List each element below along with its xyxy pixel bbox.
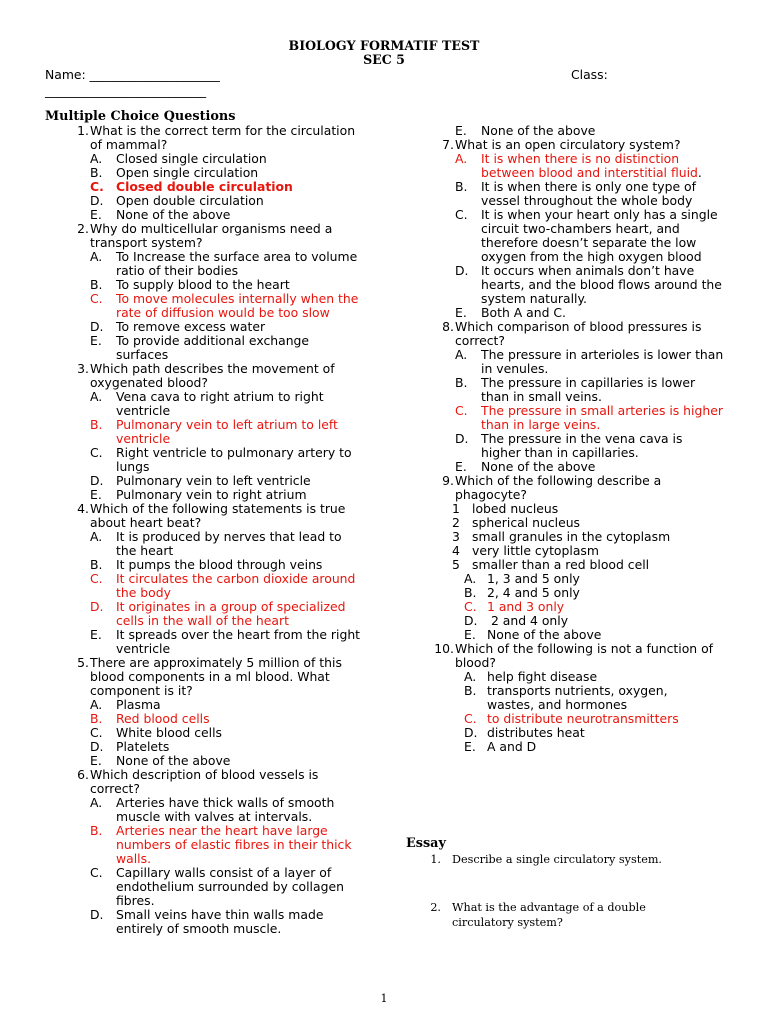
option-text: It circulates the carbon dioxide around the body [116, 571, 356, 600]
question-5 [45, 656, 365, 698]
option-letter: A. [90, 697, 103, 712]
option-row [45, 250, 365, 278]
option-letter: B. [90, 277, 103, 292]
option-letter: B. [90, 823, 103, 838]
option-letter: D. [90, 473, 104, 488]
option-row [45, 320, 365, 334]
option-row [45, 698, 365, 712]
option-row [410, 586, 730, 600]
statement-number: 2 [452, 515, 460, 530]
option-text: It is when your heart only has a single circuit two-chambers heart, and therefore doesn’t separate the low oxygen from the high oxygen blood [481, 207, 718, 264]
question-text: Which of the following describe a phagocyte? [455, 473, 662, 502]
option-row-highlighted [45, 180, 365, 194]
option-text: transports nutrients, oxygen, wastes, and hormones [487, 683, 668, 712]
option-letter: C. [90, 179, 104, 194]
option-row-highlighted [410, 712, 730, 726]
option-row-highlighted [45, 824, 365, 866]
option-row [45, 796, 365, 824]
option-letter: E. [90, 753, 102, 768]
option-text: Red blood cells [116, 711, 210, 726]
option-row [45, 726, 365, 740]
option-row-highlighted [45, 418, 365, 446]
question-7 [410, 138, 730, 152]
essay-number: 1. [430, 853, 441, 866]
question-3 [45, 362, 365, 390]
option-text [481, 152, 726, 180]
option-letter: A. [464, 669, 477, 684]
option-row [45, 278, 365, 292]
option-row [45, 390, 365, 418]
option-text: Pulmonary vein to left ventricle [116, 473, 311, 488]
option-text: Closed single circulation [116, 151, 267, 166]
option-text: Closed double circulation [116, 179, 293, 194]
option-letter: E. [455, 123, 467, 138]
option-text: 1 and 3 only [487, 599, 565, 614]
option-row [410, 670, 730, 684]
question-number: 8. [442, 319, 454, 334]
option-row [410, 124, 730, 138]
option-row [45, 530, 365, 558]
question-text: What is the correct term for the circulation of mammal? [90, 123, 356, 152]
option-text: A and D [487, 739, 537, 754]
option-text: The pressure in arterioles is lower than in venules. [481, 347, 724, 376]
option-letter: D. [464, 613, 478, 628]
option-text: It pumps the blood through veins [116, 557, 323, 572]
option-row-highlighted [45, 572, 365, 600]
statement-text: lobed nucleus [472, 501, 559, 516]
question-6 [45, 768, 365, 796]
option-text: It occurs when animals don’t have hearts, and the blood flows around the system naturally. [481, 263, 722, 306]
option-row [45, 208, 365, 222]
option-letter: C. [455, 207, 468, 222]
option-text: To remove excess water [116, 319, 266, 334]
question-number: 4. [77, 501, 89, 516]
option-letter: E. [90, 333, 102, 348]
option-text: to distribute neurotransmitters [487, 711, 679, 726]
option-letter: B. [455, 375, 468, 390]
question-2 [45, 222, 365, 250]
question-8 [410, 320, 730, 348]
option-row [410, 264, 730, 306]
mcq-heading: Multiple Choice Questions [45, 109, 236, 124]
statement-number: 3 [452, 529, 460, 544]
question-text: Which path describes the movement of oxygenated blood? [90, 361, 335, 390]
option-row [45, 166, 365, 180]
option-row [45, 866, 365, 908]
option-row [410, 460, 730, 474]
option-row [45, 446, 365, 474]
name-field-underline: __________________________ [45, 83, 207, 98]
option-letter: D. [464, 725, 478, 740]
option-text: The pressure in the vena cava is higher than in capillaries. [481, 431, 683, 460]
option-row-highlighted [45, 712, 365, 726]
option-letter: E. [90, 487, 102, 502]
option-row-highlighted [410, 404, 730, 432]
option-text: To supply blood to the heart [116, 277, 290, 292]
option-letter: B. [464, 585, 477, 600]
statement-row [410, 502, 730, 516]
question-number: 10. [434, 641, 454, 656]
question-text: Why do multicellular organisms need a transport system? [90, 221, 333, 250]
option-letter: D. [90, 739, 104, 754]
option-letter: A. [90, 389, 103, 404]
statement-text: spherical nucleus [472, 515, 581, 530]
option-letter: D. [90, 319, 104, 334]
statement-row [410, 530, 730, 544]
option-text: Capillary walls consist of a layer of endothelium surrounded by collagen fibres. [116, 865, 344, 908]
option-letter: C. [464, 599, 477, 614]
option-text: Platelets [116, 739, 170, 754]
option-row [410, 572, 730, 586]
statement-text: smaller than a red blood cell [472, 557, 650, 572]
option-text: Both A and C. [481, 305, 566, 320]
option-letter: A. [90, 249, 103, 264]
option-row [45, 334, 365, 362]
statement-text: small granules in the cytoplasm [472, 529, 671, 544]
option-text: None of the above [481, 123, 596, 138]
statement-row [410, 516, 730, 530]
statement-row [410, 544, 730, 558]
option-text: None of the above [116, 753, 231, 768]
question-number: 7. [442, 137, 454, 152]
option-letter: C. [455, 403, 468, 418]
option-row [410, 432, 730, 460]
option-row [45, 754, 365, 768]
essay-question-1 [410, 852, 692, 867]
option-row [410, 740, 730, 754]
question-4 [45, 502, 365, 530]
option-text: To move molecules internally when the rate of diffusion would be too slow [116, 291, 359, 320]
test-section: SEC 5 [363, 52, 405, 67]
option-letter: C. [90, 865, 103, 880]
class-field-label: Class: [571, 67, 608, 82]
option-letter: E. [455, 459, 467, 474]
option-letter: E. [455, 305, 467, 320]
question-text: Which comparison of blood pressures is correct? [455, 319, 702, 348]
question-number: 3. [77, 361, 89, 376]
option-row [410, 348, 730, 376]
statement-text: very little cytoplasm [472, 543, 599, 558]
option-row [410, 180, 730, 208]
option-letter: A. [464, 571, 477, 586]
option-row [410, 628, 730, 642]
question-text: There are approximately 5 million of this blood components in a ml blood. What component is it? [90, 655, 342, 698]
option-text: It originates in a group of specialized cells in the wall of the heart [116, 599, 346, 628]
option-letter: E. [90, 207, 102, 222]
option-text: Open single circulation [116, 165, 259, 180]
question-text: What is an open circulatory system? [455, 137, 681, 152]
option-text: Plasma [116, 697, 161, 712]
option-letter: C. [90, 571, 103, 586]
option-text: It spreads over the heart from the right ventricle [116, 627, 361, 656]
option-text: To provide additional exchange surfaces [116, 333, 310, 362]
option-text: Small veins have thin walls made entirely of smooth muscle. [116, 907, 324, 936]
option-letter: B. [90, 417, 103, 432]
option-letter: D. [455, 431, 469, 446]
option-text: To Increase the surface area to volume ratio of their bodies [116, 249, 358, 278]
option-text: 1, 3 and 5 only [487, 571, 580, 586]
option-letter: E. [464, 627, 476, 642]
statement-number: 1 [452, 501, 460, 516]
option-letter: E. [90, 627, 102, 642]
option-letter: A. [90, 795, 103, 810]
option-text-highlight: It is when there is no distinction between blood and interstitial fluid [481, 151, 698, 180]
option-text: It is produced by nerves that lead to the heart [116, 529, 342, 558]
option-text: distributes heat [487, 725, 585, 740]
test-title: BIOLOGY FORMATIF TEST [288, 38, 480, 53]
option-text-tail: . [697, 165, 702, 180]
option-letter: B. [90, 165, 103, 180]
option-letter: B. [464, 683, 477, 698]
option-letter: B. [455, 179, 468, 194]
essay-question-2 [410, 900, 667, 930]
option-row [410, 376, 730, 404]
option-letter: C. [90, 291, 103, 306]
statement-number: 5 [452, 557, 460, 572]
question-number: 1. [77, 123, 89, 138]
option-row [410, 614, 730, 628]
option-row [410, 726, 730, 740]
option-letter: D. [90, 907, 104, 922]
option-text: Pulmonary vein to left atrium to left ventricle [116, 417, 338, 446]
option-text: Right ventricle to pulmonary artery to lungs [116, 445, 352, 474]
option-letter: C. [90, 725, 103, 740]
option-letter: B. [90, 711, 103, 726]
option-letter: A. [90, 151, 103, 166]
option-row [45, 152, 365, 166]
option-letter: D. [455, 263, 469, 278]
option-text: Vena cava to right atrium to right ventricle [116, 389, 324, 418]
name-field-label: Name: _____________________ [45, 67, 220, 82]
option-letter: A. [455, 151, 468, 166]
option-row [45, 488, 365, 502]
option-text: Pulmonary vein to right atrium [116, 487, 307, 502]
option-text: White blood cells [116, 725, 223, 740]
option-row [410, 684, 730, 712]
statement-number: 4 [452, 543, 460, 558]
question-10 [410, 642, 730, 670]
option-text: It is when there is only one type of vessel throughout the whole body [481, 179, 696, 208]
question-text: Which description of blood vessels is correct? [90, 767, 319, 796]
question-number: 5. [77, 655, 89, 670]
option-text: Open double circulation [116, 193, 264, 208]
option-row [45, 558, 365, 572]
option-text: 2 and 4 only [487, 613, 569, 628]
option-row [410, 208, 730, 264]
question-number: 9. [442, 473, 454, 488]
option-letter: D. [90, 193, 104, 208]
question-number: 6. [77, 767, 89, 782]
essay-text: Describe a single circulatory system. [452, 853, 662, 866]
question-1 [45, 124, 365, 152]
option-text: None of the above [487, 627, 602, 642]
statement-row [410, 558, 730, 572]
question-9 [410, 474, 730, 502]
option-row-highlighted [410, 152, 730, 180]
option-row-highlighted [45, 600, 365, 628]
option-letter: A. [90, 529, 103, 544]
option-letter: D. [90, 599, 104, 614]
question-text: Which of the following is not a function of blood? [455, 641, 714, 670]
right-column [410, 124, 730, 754]
option-row [45, 740, 365, 754]
option-letter: E. [464, 739, 476, 754]
essay-heading: Essay [406, 836, 446, 851]
option-row [45, 194, 365, 208]
option-text: help fight disease [487, 669, 598, 684]
option-text: The pressure in capillaries is lower than in small veins. [481, 375, 696, 404]
question-number: 2. [77, 221, 89, 236]
option-text: None of the above [116, 207, 231, 222]
option-row [410, 306, 730, 320]
option-text: Arteries have thick walls of smooth muscle with valves at intervals. [116, 795, 335, 824]
option-row-highlighted [45, 292, 365, 320]
left-column [45, 124, 365, 936]
page-number: 1 [380, 992, 388, 1005]
essay-text: What is the advantage of a double circulatory system? [452, 901, 646, 929]
option-row [45, 908, 365, 936]
option-letter: A. [455, 347, 468, 362]
question-text: Which of the following statements is true about heart beat? [90, 501, 346, 530]
option-letter: C. [90, 445, 103, 460]
option-row-highlighted [410, 600, 730, 614]
option-row [45, 474, 365, 488]
option-letter: B. [90, 557, 103, 572]
essay-number: 2. [430, 901, 441, 914]
option-text: None of the above [481, 459, 596, 474]
option-letter: C. [464, 711, 477, 726]
option-text: The pressure in small arteries is higher than in large veins. [481, 403, 723, 432]
option-text: 2, 4 and 5 only [487, 585, 580, 600]
option-row [45, 628, 365, 656]
option-text: Arteries near the heart have large numbers of elastic fibres in their thick walls. [116, 823, 352, 866]
